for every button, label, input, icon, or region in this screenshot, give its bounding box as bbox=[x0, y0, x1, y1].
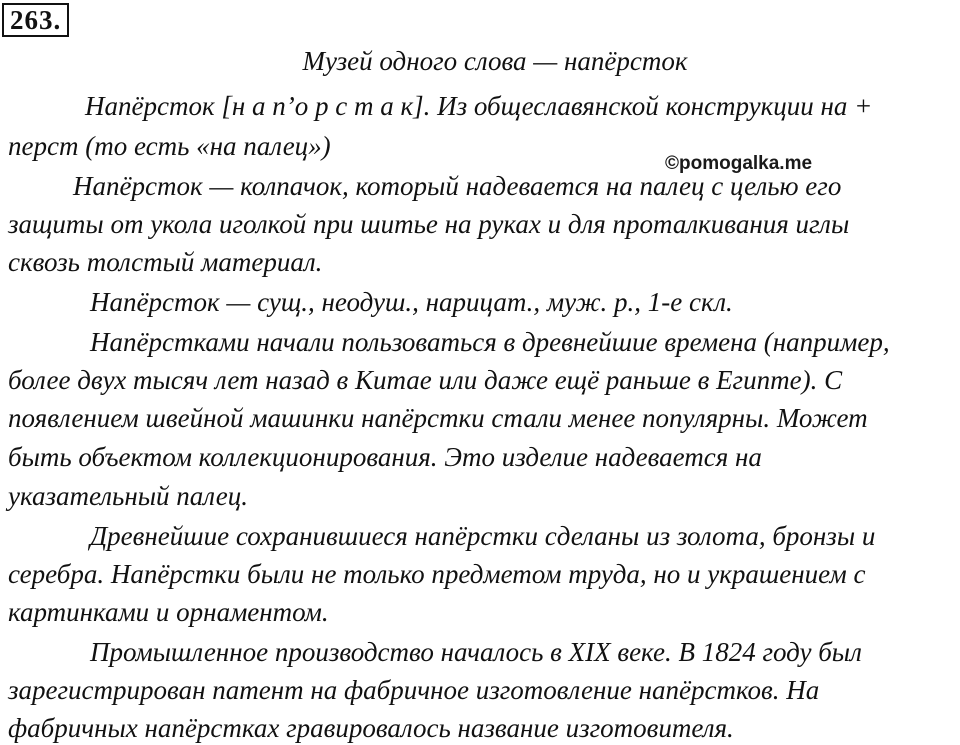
text-line-grammar: Напёрсток — сущ., неодуш., нарицат., муж. р., 1-е скл. bbox=[90, 287, 733, 317]
text-line-definition: Напёрсток — колпачок, который надевается на палец с целью его bbox=[73, 171, 842, 201]
text-line: указательный палец. bbox=[8, 481, 248, 511]
text-line: перст (то есть «на палец») bbox=[8, 131, 331, 161]
exercise-number: 263. bbox=[2, 3, 69, 37]
text-line-history: Напёрстками начали пользоваться в древнейшие времена (например, bbox=[90, 327, 890, 357]
text-line: появлением швейной машинки напёрстки стали менее популярны. Может bbox=[8, 403, 868, 433]
text-line: быть объектом коллекционирования. Это изделие надевается на bbox=[8, 442, 762, 472]
text-line: фабричных напёрстках гравировалось название изготовителя. bbox=[8, 713, 734, 743]
document-title: Музей одного слова — напёрсток bbox=[302, 46, 688, 76]
text-line-industrial: Промышленное производство началось в XIX веке. В 1824 году был bbox=[90, 637, 862, 667]
text-line-etymology: Напёрсток [н а п’о р с т а к]. Из общеславянской конструкции на + bbox=[85, 91, 873, 121]
text-line: защиты от укола иголкой при шитье на руках и для проталкивания иглы bbox=[8, 209, 850, 239]
text-line: сквозь толстый материал. bbox=[8, 247, 323, 277]
watermark: ©pomogalka.me bbox=[665, 153, 813, 174]
text-line: более двух тысяч лет назад в Китае или даже ещё раньше в Египте). С bbox=[8, 365, 843, 395]
text-line: картинками и орнаментом. bbox=[8, 597, 329, 627]
text-line: зарегистрирован патент на фабричное изготовление напёрстков. На bbox=[8, 675, 820, 705]
text-line: серебра. Напёрстки были не только предметом труда, но и украшением с bbox=[8, 559, 866, 589]
text-line-ancient: Древнейшие сохранившиеся напёрстки сделаны из золота, бронзы и bbox=[90, 521, 876, 551]
